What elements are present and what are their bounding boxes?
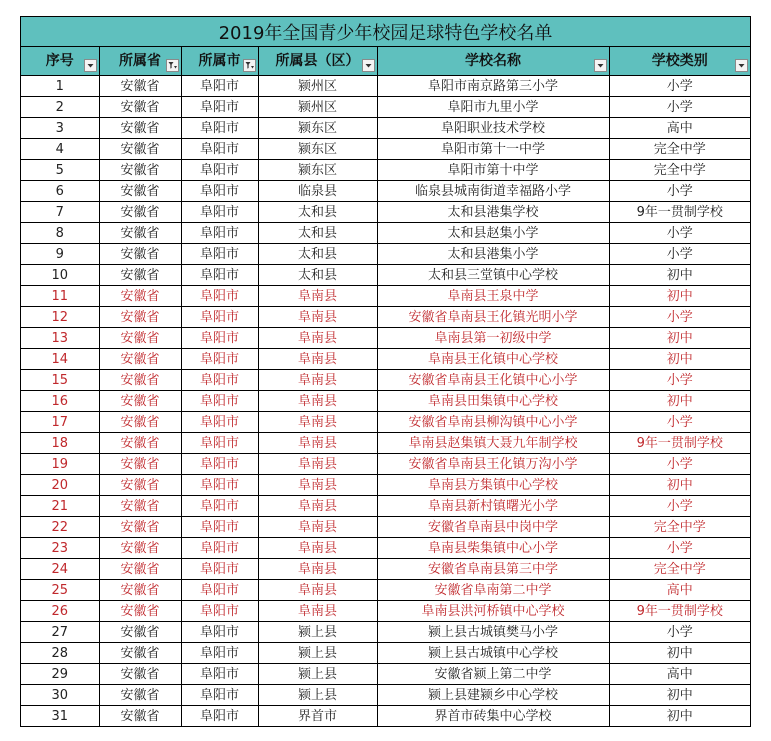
column-county-cell[interactable]: 阜南县 (258, 328, 377, 349)
table-row[interactable] (21, 160, 750, 181)
column-province-cell[interactable]: 安徽省 (99, 97, 181, 118)
column-school-name-cell[interactable]: 太和县港集小学 (377, 244, 609, 265)
column-city-cell[interactable]: 阜阳市 (181, 643, 258, 664)
column-no-cell[interactable]: 20 (21, 475, 99, 496)
column-county-cell[interactable]: 阜南县 (258, 517, 377, 538)
column-province-cell[interactable]: 安徽省 (99, 160, 181, 181)
column-school-type-cell[interactable]: 初中 (609, 475, 750, 496)
table-row[interactable] (21, 349, 750, 370)
column-no-cell[interactable]: 26 (21, 601, 99, 622)
column-county-cell[interactable]: 阜南县 (258, 454, 377, 475)
column-school-name-cell[interactable]: 阜南县方集镇中心学校 (377, 475, 609, 496)
column-no-cell[interactable]: 4 (21, 139, 99, 160)
column-city-cell[interactable]: 阜阳市 (181, 475, 258, 496)
column-county-cell[interactable]: 阜南县 (258, 559, 377, 580)
column-county-cell[interactable]: 阜南县 (258, 496, 377, 517)
column-province-cell[interactable]: 安徽省 (99, 265, 181, 286)
column-school-type-cell[interactable]: 小学 (609, 76, 750, 97)
column-school-name-cell[interactable]: 界首市砖集中心学校 (377, 706, 609, 727)
column-province-cell[interactable]: 安徽省 (99, 685, 181, 706)
column-school-name-cell[interactable]: 太和县赵集小学 (377, 223, 609, 244)
table-row[interactable] (21, 664, 750, 685)
table-row[interactable] (21, 538, 750, 559)
column-school-name-cell[interactable]: 太和县港集学校 (377, 202, 609, 223)
column-school-name-cell[interactable]: 颍上县古城镇中心学校 (377, 643, 609, 664)
table-row[interactable] (21, 286, 750, 307)
column-province-cell[interactable]: 安徽省 (99, 664, 181, 685)
column-province-cell[interactable]: 安徽省 (99, 475, 181, 496)
column-province-label: 所属省 (119, 52, 161, 69)
column-city-cell[interactable]: 阜阳市 (181, 139, 258, 160)
column-province-header (99, 47, 181, 76)
column-no-cell[interactable]: 27 (21, 622, 99, 643)
table-row[interactable] (21, 76, 750, 97)
table-row[interactable] (21, 97, 750, 118)
column-school-type-cell[interactable]: 初中 (609, 391, 750, 412)
column-province-filter-button[interactable] (166, 59, 179, 72)
column-city-cell[interactable]: 阜阳市 (181, 181, 258, 202)
school-table (21, 47, 750, 726)
column-school-name-cell[interactable]: 安徽省阜南县王化镇光明小学 (377, 307, 609, 328)
column-county-cell[interactable]: 颍上县 (258, 685, 377, 706)
column-no-cell[interactable]: 18 (21, 433, 99, 454)
column-province-cell[interactable]: 安徽省 (99, 307, 181, 328)
column-county-cell[interactable]: 颍上县 (258, 643, 377, 664)
column-city-cell[interactable]: 阜阳市 (181, 160, 258, 181)
table-row[interactable] (21, 706, 750, 727)
column-school-type-cell[interactable]: 9年一贯制学校 (609, 433, 750, 454)
column-province-cell[interactable]: 安徽省 (99, 391, 181, 412)
table-row[interactable] (21, 244, 750, 265)
column-school-type-cell[interactable]: 小学 (609, 181, 750, 202)
table-body (21, 76, 750, 727)
column-no-cell[interactable]: 12 (21, 307, 99, 328)
table-row[interactable] (21, 559, 750, 580)
column-province-cell[interactable]: 安徽省 (99, 349, 181, 370)
table-row[interactable] (21, 454, 750, 475)
column-school-type-cell[interactable]: 高中 (609, 580, 750, 601)
column-city-cell[interactable]: 阜阳市 (181, 580, 258, 601)
column-county-cell[interactable]: 颍上县 (258, 622, 377, 643)
column-no-cell[interactable]: 9 (21, 244, 99, 265)
column-school-name-filter-button[interactable] (594, 59, 607, 72)
column-county-cell[interactable]: 颍州区 (258, 76, 377, 97)
column-school-name-cell[interactable]: 阜南县王泉中学 (377, 286, 609, 307)
column-school-name-cell[interactable]: 阜南县王化镇中心学校 (377, 349, 609, 370)
column-no-cell[interactable]: 28 (21, 643, 99, 664)
column-county-cell[interactable]: 太和县 (258, 265, 377, 286)
column-school-type-cell[interactable]: 初中 (609, 643, 750, 664)
spreadsheet (20, 16, 751, 727)
table-row[interactable] (21, 622, 750, 643)
column-school-type-cell[interactable]: 9年一贯制学校 (609, 601, 750, 622)
column-school-type-filter-button[interactable] (735, 59, 748, 72)
column-no-cell[interactable]: 10 (21, 265, 99, 286)
column-no-cell[interactable]: 22 (21, 517, 99, 538)
table-row[interactable] (21, 412, 750, 433)
table-row[interactable] (21, 370, 750, 391)
column-no-cell[interactable]: 11 (21, 286, 99, 307)
column-no-cell[interactable]: 13 (21, 328, 99, 349)
column-school-type-cell[interactable]: 高中 (609, 118, 750, 139)
column-no-cell[interactable]: 5 (21, 160, 99, 181)
column-no-cell[interactable]: 8 (21, 223, 99, 244)
filter-applied-icon (168, 61, 177, 70)
column-no-cell[interactable]: 23 (21, 538, 99, 559)
column-school-type-label: 学校类别 (651, 52, 708, 69)
dropdown-arrow-icon (737, 61, 746, 70)
column-school-type-cell[interactable]: 初中 (609, 685, 750, 706)
column-no-cell[interactable]: 24 (21, 559, 99, 580)
column-city-cell[interactable]: 阜阳市 (181, 517, 258, 538)
column-county-cell[interactable]: 界首市 (258, 706, 377, 727)
column-no-cell[interactable]: 7 (21, 202, 99, 223)
column-school-name-cell[interactable]: 安徽省阜南第二中学 (377, 580, 609, 601)
column-no-cell[interactable]: 31 (21, 706, 99, 727)
column-province-cell[interactable]: 安徽省 (99, 76, 181, 97)
column-school-name-cell[interactable]: 颍上县古城镇樊马小学 (377, 622, 609, 643)
column-province-cell[interactable]: 安徽省 (99, 181, 181, 202)
column-county-cell[interactable]: 颍州区 (258, 97, 377, 118)
column-province-cell[interactable]: 安徽省 (99, 244, 181, 265)
column-school-type-cell[interactable]: 完全中学 (609, 517, 750, 538)
column-city-cell[interactable]: 阜阳市 (181, 496, 258, 517)
column-no-header (21, 47, 99, 76)
column-city-cell[interactable]: 阜阳市 (181, 202, 258, 223)
column-school-name-cell[interactable]: 阜阳市南京路第三小学 (377, 76, 609, 97)
column-school-type-header (609, 47, 750, 76)
column-city-cell[interactable]: 阜阳市 (181, 664, 258, 685)
column-school-name-cell[interactable]: 阜阳市第十中学 (377, 160, 609, 181)
column-county-cell[interactable]: 阜南县 (258, 433, 377, 454)
column-city-cell[interactable]: 阜阳市 (181, 391, 258, 412)
column-county-cell[interactable]: 太和县 (258, 244, 377, 265)
column-school-name-cell[interactable]: 阜阳市第十一中学 (377, 139, 609, 160)
table-title: 2019年全国青少年校园足球特色学校名单 (21, 17, 750, 47)
column-city-cell[interactable]: 阜阳市 (181, 223, 258, 244)
column-school-name-cell[interactable]: 安徽省颍上第二中学 (377, 664, 609, 685)
column-no-cell[interactable]: 29 (21, 664, 99, 685)
column-school-type-cell[interactable]: 小学 (609, 538, 750, 559)
column-city-cell[interactable]: 阜阳市 (181, 328, 258, 349)
column-school-name-cell[interactable]: 安徽省阜南县王化镇万沟小学 (377, 454, 609, 475)
table-row[interactable] (21, 139, 750, 160)
column-province-cell[interactable]: 安徽省 (99, 139, 181, 160)
column-province-cell[interactable]: 安徽省 (99, 286, 181, 307)
column-city-cell[interactable]: 阜阳市 (181, 412, 258, 433)
column-no-cell[interactable]: 25 (21, 580, 99, 601)
column-city-cell[interactable]: 阜阳市 (181, 370, 258, 391)
column-county-cell[interactable]: 阜南县 (258, 349, 377, 370)
column-school-type-cell[interactable]: 小学 (609, 622, 750, 643)
column-province-cell[interactable]: 安徽省 (99, 559, 181, 580)
column-county-cell[interactable]: 阜南县 (258, 538, 377, 559)
column-county-cell[interactable]: 阜南县 (258, 580, 377, 601)
column-city-cell[interactable]: 阜阳市 (181, 433, 258, 454)
column-city-cell[interactable]: 阜阳市 (181, 118, 258, 139)
column-no-label: 序号 (45, 52, 74, 69)
table-row[interactable] (21, 517, 750, 538)
column-county-cell[interactable]: 颍东区 (258, 118, 377, 139)
column-school-type-cell[interactable]: 初中 (609, 286, 750, 307)
column-school-name-cell[interactable]: 阜南县赵集镇大聂九年制学校 (377, 433, 609, 454)
column-city-cell[interactable]: 阜阳市 (181, 76, 258, 97)
column-school-name-cell[interactable]: 阜南县洪河桥镇中心学校 (377, 601, 609, 622)
filter-applied-icon (245, 61, 254, 70)
column-no-filter-button[interactable] (84, 59, 97, 72)
column-school-type-cell[interactable]: 初中 (609, 328, 750, 349)
column-county-cell[interactable]: 颍上县 (258, 664, 377, 685)
column-province-cell[interactable]: 安徽省 (99, 580, 181, 601)
column-city-cell[interactable]: 阜阳市 (181, 286, 258, 307)
table-row[interactable] (21, 307, 750, 328)
column-school-type-cell[interactable]: 初中 (609, 706, 750, 727)
table-row[interactable] (21, 181, 750, 202)
header-row (21, 47, 750, 76)
column-province-cell[interactable]: 安徽省 (99, 622, 181, 643)
column-county-label: 所属县（区） (275, 52, 360, 69)
column-school-name-header (377, 47, 609, 76)
column-school-type-cell[interactable]: 小学 (609, 97, 750, 118)
column-school-type-cell[interactable]: 完全中学 (609, 160, 750, 181)
column-county-header (258, 47, 377, 76)
column-school-type-cell[interactable]: 完全中学 (609, 139, 750, 160)
column-city-cell[interactable]: 阜阳市 (181, 265, 258, 286)
column-school-name-cell[interactable]: 阜阳市九里小学 (377, 97, 609, 118)
table-row[interactable] (21, 475, 750, 496)
column-no-cell[interactable]: 30 (21, 685, 99, 706)
column-city-cell[interactable]: 阜阳市 (181, 307, 258, 328)
column-province-cell[interactable]: 安徽省 (99, 643, 181, 664)
column-school-type-cell[interactable]: 初中 (609, 265, 750, 286)
table-row[interactable] (21, 391, 750, 412)
column-county-cell[interactable]: 太和县 (258, 202, 377, 223)
column-no-cell[interactable]: 6 (21, 181, 99, 202)
column-school-type-cell[interactable]: 小学 (609, 223, 750, 244)
column-county-cell[interactable]: 阜南县 (258, 286, 377, 307)
column-no-cell[interactable]: 17 (21, 412, 99, 433)
column-school-type-cell[interactable]: 小学 (609, 454, 750, 475)
column-province-cell[interactable]: 安徽省 (99, 433, 181, 454)
column-school-type-cell[interactable]: 完全中学 (609, 559, 750, 580)
table-row[interactable] (21, 328, 750, 349)
column-county-cell[interactable]: 阜南县 (258, 370, 377, 391)
column-school-type-cell[interactable]: 小学 (609, 244, 750, 265)
column-province-cell[interactable]: 安徽省 (99, 118, 181, 139)
column-no-cell[interactable]: 3 (21, 118, 99, 139)
table-row[interactable] (21, 202, 750, 223)
dropdown-arrow-icon (86, 61, 95, 70)
column-school-name-cell[interactable]: 阜南县田集镇中心学校 (377, 391, 609, 412)
column-province-cell[interactable]: 安徽省 (99, 202, 181, 223)
column-city-cell[interactable]: 阜阳市 (181, 97, 258, 118)
column-school-type-cell[interactable]: 小学 (609, 496, 750, 517)
column-school-type-cell[interactable]: 9年一贯制学校 (609, 202, 750, 223)
column-county-filter-button[interactable] (362, 59, 375, 72)
column-province-cell[interactable]: 安徽省 (99, 517, 181, 538)
table-row[interactable] (21, 433, 750, 454)
column-school-name-cell[interactable]: 安徽省阜南县中岗中学 (377, 517, 609, 538)
table-row[interactable] (21, 580, 750, 601)
column-city-cell[interactable]: 阜阳市 (181, 685, 258, 706)
column-province-cell[interactable]: 安徽省 (99, 370, 181, 391)
column-school-type-cell[interactable]: 高中 (609, 664, 750, 685)
column-school-name-cell[interactable]: 阜南县柴集镇中心小学 (377, 538, 609, 559)
table-row[interactable] (21, 643, 750, 664)
column-school-type-cell[interactable]: 小学 (609, 307, 750, 328)
column-city-cell[interactable]: 阜阳市 (181, 601, 258, 622)
column-city-cell[interactable]: 阜阳市 (181, 454, 258, 475)
column-county-cell[interactable]: 阜南县 (258, 307, 377, 328)
column-school-type-cell[interactable]: 小学 (609, 370, 750, 391)
column-school-name-cell[interactable]: 阜阳职业技术学校 (377, 118, 609, 139)
dropdown-arrow-icon (596, 61, 605, 70)
column-province-cell[interactable]: 安徽省 (99, 601, 181, 622)
column-no-cell[interactable]: 21 (21, 496, 99, 517)
column-county-cell[interactable]: 颍东区 (258, 139, 377, 160)
column-city-header (181, 47, 258, 76)
column-city-cell[interactable]: 阜阳市 (181, 706, 258, 727)
table-row[interactable] (21, 118, 750, 139)
column-province-cell[interactable]: 安徽省 (99, 412, 181, 433)
column-school-name-label: 学校名称 (465, 52, 521, 69)
column-school-name-cell[interactable]: 颍上县建颍乡中心学校 (377, 685, 609, 706)
column-province-cell[interactable]: 安徽省 (99, 538, 181, 559)
column-county-cell[interactable]: 颍东区 (258, 160, 377, 181)
column-county-cell[interactable]: 阜南县 (258, 391, 377, 412)
column-county-cell[interactable]: 太和县 (258, 223, 377, 244)
table-row[interactable] (21, 685, 750, 706)
column-no-cell[interactable]: 14 (21, 349, 99, 370)
column-city-cell[interactable]: 阜阳市 (181, 538, 258, 559)
column-city-cell[interactable]: 阜阳市 (181, 622, 258, 643)
table-row[interactable] (21, 601, 750, 622)
column-county-cell[interactable]: 临泉县 (258, 181, 377, 202)
table-row[interactable] (21, 496, 750, 517)
column-city-cell[interactable]: 阜阳市 (181, 559, 258, 580)
column-school-name-cell[interactable]: 临泉县城南街道幸福路小学 (377, 181, 609, 202)
column-no-cell[interactable]: 15 (21, 370, 99, 391)
column-province-cell[interactable]: 安徽省 (99, 496, 181, 517)
column-school-type-cell[interactable]: 小学 (609, 412, 750, 433)
column-city-cell[interactable]: 阜阳市 (181, 349, 258, 370)
column-school-name-cell[interactable]: 太和县三堂镇中心学校 (377, 265, 609, 286)
column-county-cell[interactable]: 阜南县 (258, 475, 377, 496)
column-city-label: 所属市 (198, 52, 241, 69)
column-no-cell[interactable]: 16 (21, 391, 99, 412)
column-school-name-cell[interactable]: 安徽省阜南县王化镇中心小学 (377, 370, 609, 391)
column-county-cell[interactable]: 阜南县 (258, 601, 377, 622)
column-no-cell[interactable]: 1 (21, 76, 99, 97)
column-province-cell[interactable]: 安徽省 (99, 454, 181, 475)
table-row[interactable] (21, 223, 750, 244)
column-city-cell[interactable]: 阜阳市 (181, 244, 258, 265)
column-city-filter-button[interactable] (243, 59, 256, 72)
column-school-name-cell[interactable]: 安徽省阜南县柳沟镇中心小学 (377, 412, 609, 433)
table-row[interactable] (21, 265, 750, 286)
column-no-cell[interactable]: 2 (21, 97, 99, 118)
column-school-name-cell[interactable]: 阜南县新村镇曙光小学 (377, 496, 609, 517)
column-county-cell[interactable]: 阜南县 (258, 412, 377, 433)
column-province-cell[interactable]: 安徽省 (99, 328, 181, 349)
column-school-name-cell[interactable]: 阜南县第一初级中学 (377, 328, 609, 349)
column-school-type-cell[interactable]: 初中 (609, 349, 750, 370)
column-province-cell[interactable]: 安徽省 (99, 706, 181, 727)
column-no-cell[interactable]: 19 (21, 454, 99, 475)
dropdown-arrow-icon (364, 61, 373, 70)
column-province-cell[interactable]: 安徽省 (99, 223, 181, 244)
column-school-name-cell[interactable]: 安徽省阜南县第三中学 (377, 559, 609, 580)
